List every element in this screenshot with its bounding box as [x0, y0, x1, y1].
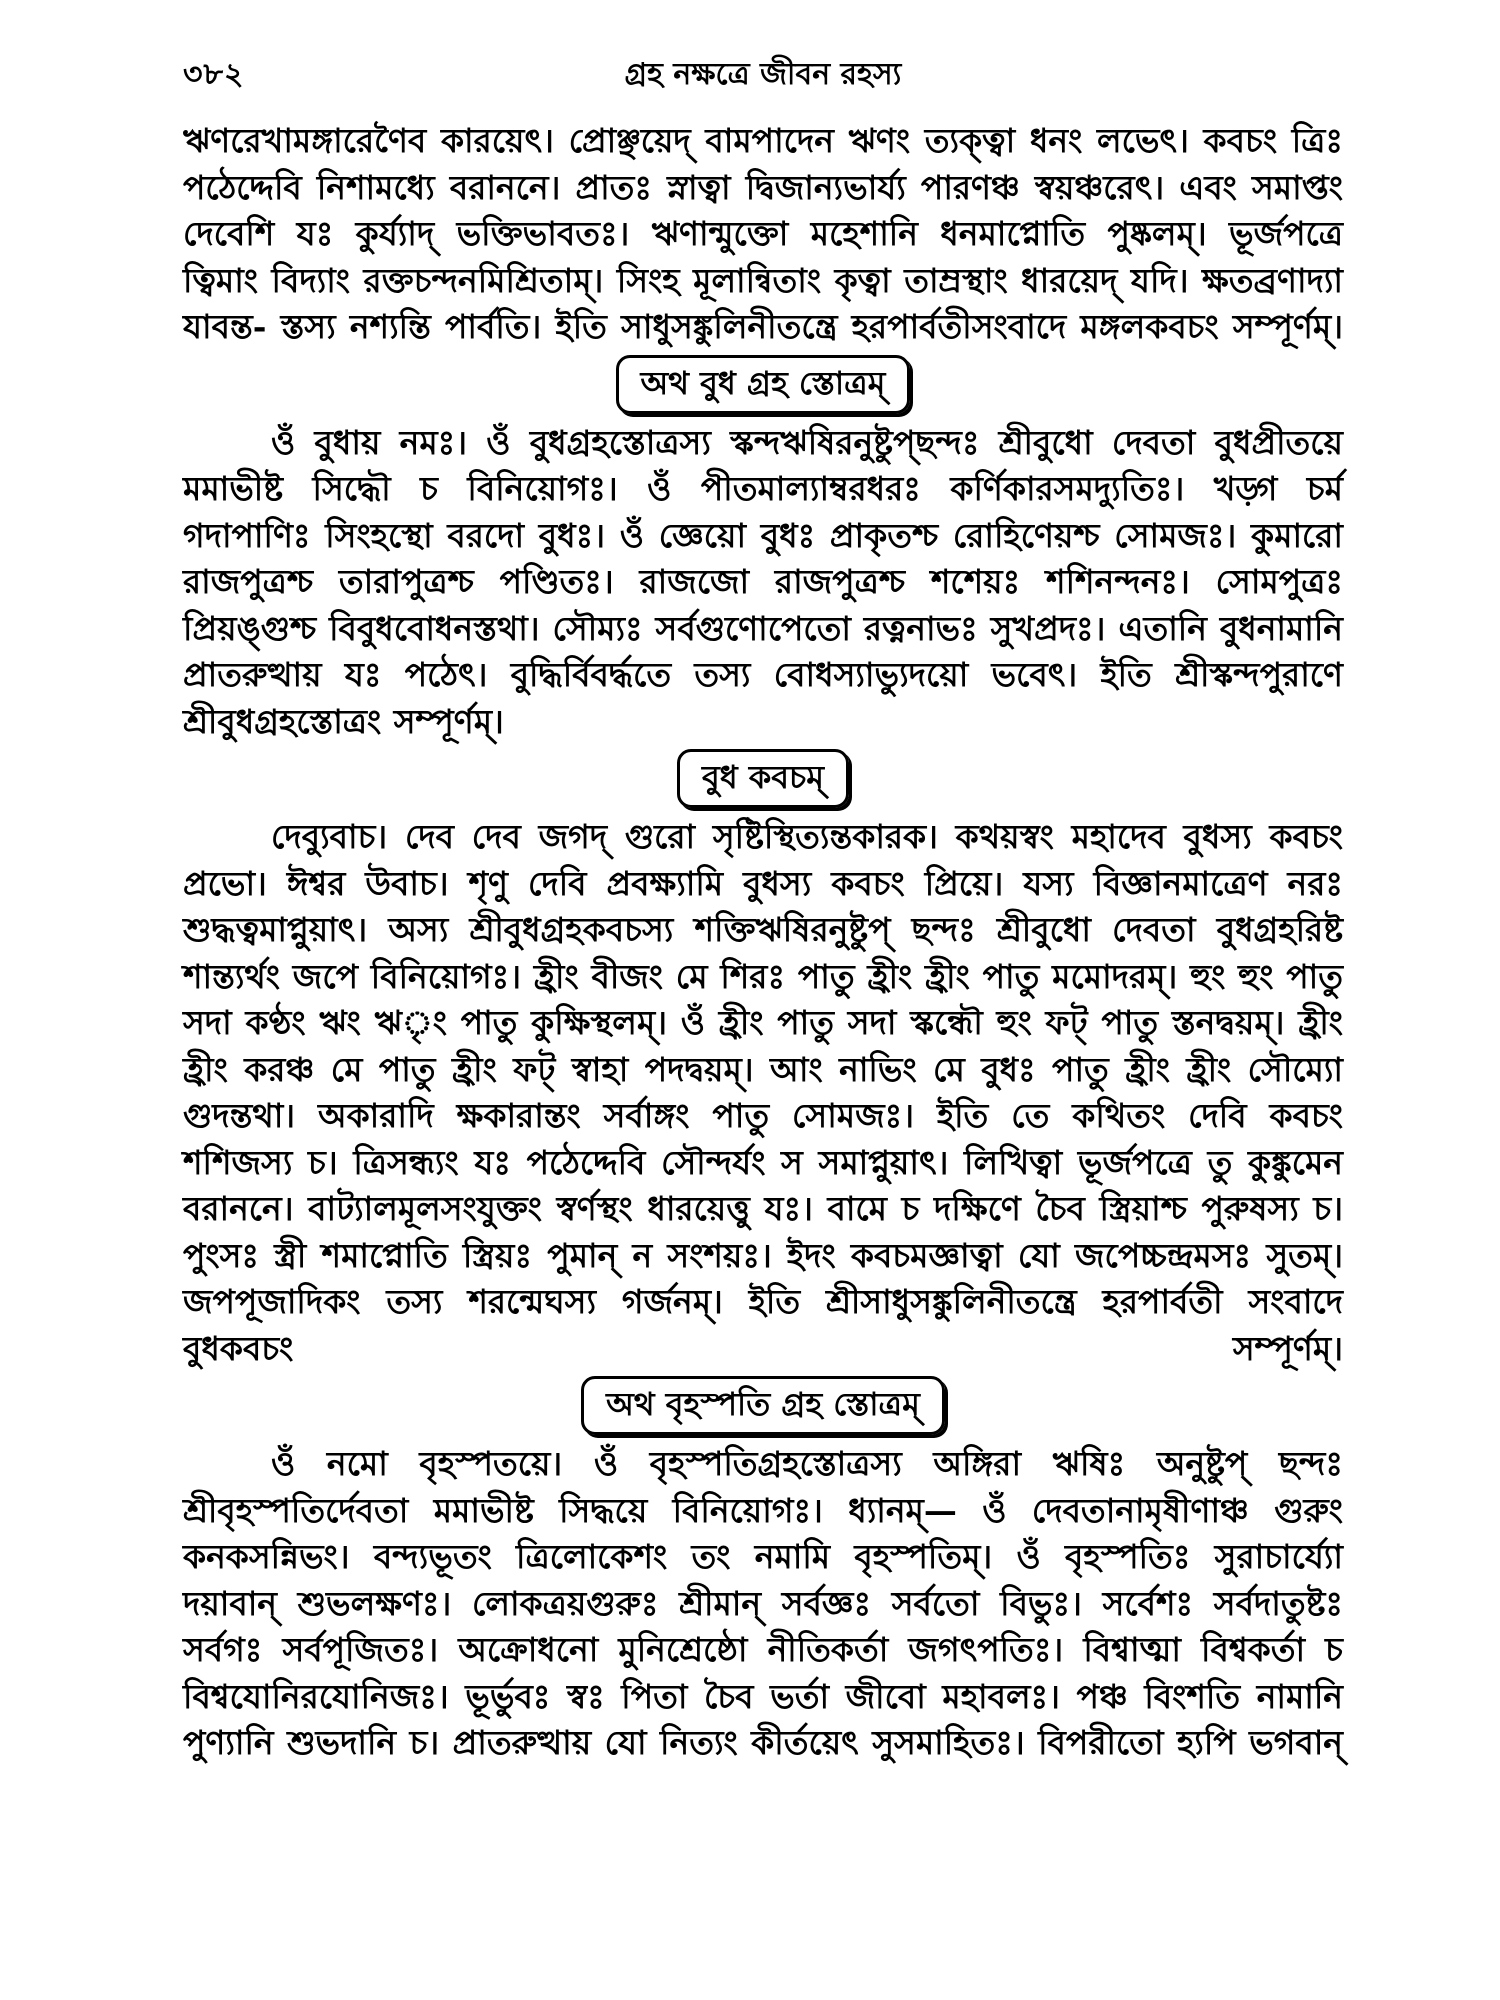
brihaspati-stotram-heading: অথ বৃহস্পতি গ্রহ স্তোত্রম্	[581, 1376, 945, 1435]
page-body	[183, 118, 1343, 1767]
page-header	[183, 46, 1343, 106]
budha-stotram-heading: অথ বুধ গ্রহ স্তোত্রম্	[616, 355, 911, 414]
page-number: ৩৮২	[183, 57, 245, 92]
running-title: গ্রহ নক্ষত্রে জীবন রহস্য	[624, 57, 902, 92]
budha-kavacham-heading-row	[183, 749, 1343, 808]
brihaspati-stotram-paragraph: ওঁ নমো বৃহস্পতয়ে। ওঁ বৃহস্পতিগ্রহস্তোত্রস্য অঙ্গিরা ঋষিঃ অনুষ্টুপ্ ছন্দঃ শ্রীবৃহস্পতির্দেবতা মমাভীষ্ট সিদ্ধয়ে বিনিয়োগঃ। ধ্যানম্— ওঁ দেবতানামৃষীণাঞ্চ গুরুং কনকসন্নিভং। বন্দ্যভূতং ত্রিলোকেশং তং নমামি বৃহস্পতিম্। ওঁ বৃহস্পতিঃ সুরাচার্য্যো দয়াবান্ শুভলক্ষণঃ। লোকত্রয়গুরুঃ শ্রীমান্ সর্বজ্ঞঃ সর্বতো বিভুঃ। সর্বেশঃ সর্বদাতুষ্টঃ সর্বগঃ সর্বপূজিতঃ। অক্রোধনো মুনিশ্রেষ্ঠো নীতিকর্তা জগৎপতিঃ। বিশ্বাত্মা বিশ্বকর্তা চ বিশ্বযোনিরযোনিজঃ। ভূর্ভুবঃ স্বঃ পিতা চৈব ভর্তা জীবো মহাবলঃ। পঞ্চ বিংশতি নামানি পুণ্যানি শুভদানি চ। প্রাতরুত্থায় যো নিত্যং কীর্তয়েৎ সুসমাহিতঃ। বিপরীতো হ্যপি ভগবান্	[183, 1444, 1343, 1762]
budha-stotram-heading-row	[183, 355, 1343, 414]
budha-stotram-paragraph: ওঁ বুধায় নমঃ। ওঁ বুধগ্রহস্তোত্রস্য স্কন্দঋষিরনুষ্টুপ্‌ছন্দঃ শ্রীবুধো দেবতা বুধপ্রীতয়ে মমাভীষ্ট সিদ্ধৌ চ বিনিয়োগঃ। ওঁ পীতমাল্যাম্বরধরঃ কর্ণিকারসমদ্যুতিঃ। খড়্গ চর্ম গদাপাণিঃ সিংহস্থো বরদো বুধঃ। ওঁ জ্ঞেয়ো বুধঃ প্রাকৃতশ্চ রোহিণেয়শ্চ সোমজঃ। কুমারো রাজপুত্রশ্চ তারাপুত্রশ্চ পণ্ডিতঃ। রাজজো রাজপুত্রশ্চ শশেয়ঃ শশিনন্দনঃ। সোমপুত্রঃ প্রিয়ঙ্গুশ্চ বিবুধবোধনস্তথা। সৌম্যঃ সর্বগুণোপেতো রত্ননাভঃ সুখপ্রদঃ। এতানি বুধনামানি প্রাতরুত্থায় যঃ পঠেৎ। বুদ্ধির্বিবর্দ্ধতে তস্য বোধস্যাভ্যুদয়ো ভবেৎ। ইতি শ্রীস্কন্দপুরাণে শ্রীবুধগ্রহস্তোত্রং সম্পূর্ণম্।	[183, 422, 1343, 741]
budha-kavacham-heading: বুধ কবচম্	[677, 749, 849, 808]
mangala-kavacham-ending-paragraph: ঋণরেখামঙ্গারেণৈব কারয়েৎ। প্রোঞ্ছয়েদ্ বামপাদেন ঋণং ত্যক্ত্বা ধনং লভেৎ। কবচং ত্রিঃ পঠেদ্দেবি নিশামধ্যে বরাননে। প্রাতঃ স্নাত্বা দ্বিজান্যভার্য্য পারণঞ্চ স্বয়ঞ্চরেৎ। এবং সমাপ্তং দেবেশি যঃ কুর্য্যাদ্ ভক্তিভাবতঃ। ঋণান্মুক্তো মহেশানি ধনমাপ্নোতি পুষ্কলম্। ভূর্জপত্রে ত্বিমাং বিদ্যাং রক্তচন্দনমিশ্রিতাম্। সিংহ মূলান্বিতাং কৃত্বা তাম্রস্থাং ধারয়েদ্ যদি। ক্ষতব্রণাদ্যা যাবন্ত- স্তস্য নশ্যন্তি পার্বতি। ইতি সাধুসঙ্কুলিনীতন্ত্রে হরপার্বতীসংবাদে মঙ্গলকবচং সম্পূর্ণম্।	[183, 121, 1343, 346]
budha-kavacham-paragraph: দেব্যুবাচ। দেব দেব জগদ্ গুরো সৃষ্টিস্থিত্যন্তকারক। কথয়স্বং মহাদেব বুধস্য কবচং প্রভো। ঈশ্বর উবাচ। শৃণু দেবি প্রবক্ষ্যামি বুধস্য কবচং প্রিয়ে। যস্য বিজ্ঞানমাত্রেণ নরঃ শুদ্ধত্বমাপ্নুয়াৎ। অস্য শ্রীবুধগ্রহকবচস্য শক্তিঋষিরনুষ্টুপ্ ছন্দঃ শ্রীবুধো দেবতা বুধগ্রহরিষ্ট শান্ত্যর্থং জপে বিনিয়োগঃ। হ্রীং বীজং মে শিরঃ পাতু হ্রীং হ্রীং পাতু মমোদরম্। হুং হুং পাতু সদা কণ্ঠং ঋং ঋৃং পাতু কুক্ষিস্থলম্। ওঁ হ্রীং পাতু সদা স্কন্ধৌ হুং ফট্ পাতু স্তনদ্বয়ম্। হ্রীং হ্রীং করঞ্চ মে পাতু হ্রীং ফট্ স্বাহা পদদ্বয়ম্। আং নাভিং মে বুধঃ পাতু হ্রীং হ্রীং সৌম্যো গুদন্তথা। অকারাদি ক্ষকারান্তং সর্বাঙ্গং পাতু সোমজঃ। ইতি তে কথিতং দেবি কবচং শশিজস্য চ। ত্রিসন্ধ্যং যঃ পঠেদ্দেবি সৌন্দর্যং স সমাপ্নুয়াৎ। লিখিত্বা ভূর্জপত্রে তু কুঙ্কুমেন বরাননে। বাট্যালমূলসংযুক্তং স্বর্ণস্থং ধারয়েত্তু যঃ। বামে চ দক্ষিণে চৈব স্ত্রিয়াশ্চ পুরুষস্য চ। পুংসঃ স্ত্রী শমাপ্নোতি স্ত্রিয়ঃ পুমান্ ন সংশয়ঃ। ইদং কবচমজ্ঞাত্বা যো জপেচ্চন্দ্রমসঃ সুতম্। জপপূজাদিকং তস্য শরন্মেঘস্য গর্জনম্। ইতি শ্রীসাধুসঙ্কুলিনীতন্ত্রে হরপার্বতী সংবাদে বুধকবচং সম্পূর্ণম্।	[183, 817, 1343, 1368]
brihaspati-stotram-heading-row	[183, 1376, 1343, 1435]
